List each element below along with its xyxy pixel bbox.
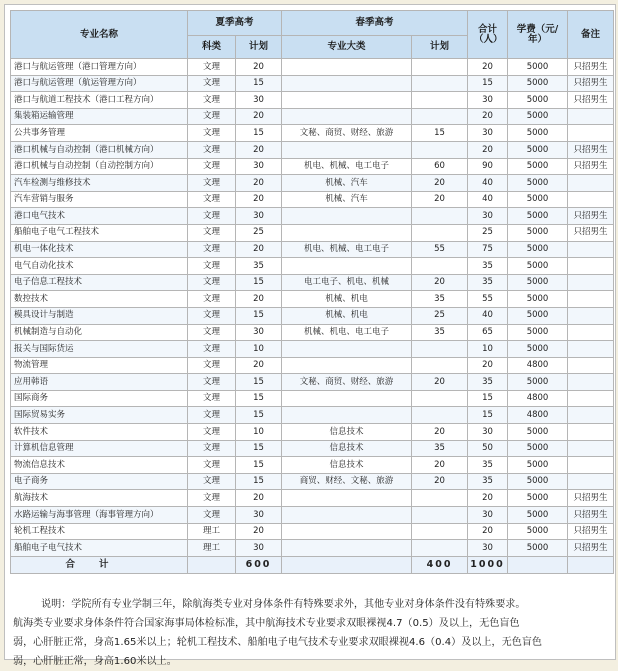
remark-cell: [568, 473, 614, 490]
major-name-cell: 船舶电子电气技术: [11, 540, 188, 557]
subject-cell: 文理: [188, 108, 236, 125]
fee-cell: 5000: [508, 125, 568, 142]
total-cell: 15: [468, 75, 508, 92]
summer-plan-cell: 15: [236, 307, 282, 324]
subject-cell: 文理: [188, 407, 236, 424]
total-cell: 40: [468, 307, 508, 324]
spring-category-cell: [282, 224, 412, 241]
remark-cell: 只招男生: [568, 224, 614, 241]
table-row: [11, 390, 614, 407]
major-name-cell: 公共事务管理: [11, 125, 188, 142]
major-name-cell: 物流信息技术: [11, 457, 188, 474]
summer-plan-cell: 30: [236, 158, 282, 175]
total-cell: 20: [468, 490, 508, 507]
summer-plan-cell: 20: [236, 357, 282, 374]
spring-plan-cell: 35: [412, 324, 468, 341]
fee-cell: 5000: [508, 424, 568, 441]
table-row: [11, 59, 614, 76]
remark-cell: [568, 357, 614, 374]
subject-cell: 文理: [188, 75, 236, 92]
remark-cell: [568, 390, 614, 407]
summer-plan-cell: 20: [236, 490, 282, 507]
fee-cell: 5000: [508, 108, 568, 125]
remark-cell: 只招男生: [568, 158, 614, 175]
subject-cell: 文理: [188, 473, 236, 490]
admission-plan-sheet: [4, 4, 616, 667]
major-name-cell: 应用韩语: [11, 374, 188, 391]
spring-category-cell: 信息技术: [282, 457, 412, 474]
spring-category-cell: 机械、机电、电工电子: [282, 324, 412, 341]
subject-cell: 文理: [188, 191, 236, 208]
total-cell: 15: [468, 390, 508, 407]
major-name-cell: 港口与航运管理（航运管理方向）: [11, 75, 188, 92]
spring-plan-cell: [412, 341, 468, 358]
remark-cell: [568, 440, 614, 457]
major-name-cell: 电子商务: [11, 473, 188, 490]
spring-plan-cell: 25: [412, 307, 468, 324]
total-cell: 35: [468, 258, 508, 275]
header-spring-exam: 春季高考: [282, 11, 468, 36]
remark-cell: 只招男生: [568, 59, 614, 76]
fee-cell: 5000: [508, 507, 568, 524]
remark-cell: 只招男生: [568, 540, 614, 557]
note-line: 说明：学院所有专业学制三年，除航海类专业对身体条件有特殊要求外，其他专业对身体条件没有特殊要求。: [41, 599, 526, 610]
fee-cell: 4800: [508, 407, 568, 424]
spring-category-cell: 机电、机械、电工电子: [282, 158, 412, 175]
fee-cell: 5000: [508, 274, 568, 291]
header-spring-category: 专业大类: [282, 36, 412, 59]
major-name-cell: 集装箱运输管理: [11, 108, 188, 125]
notes: [13, 595, 613, 671]
subject-cell: 文理: [188, 307, 236, 324]
subject-cell: 文理: [188, 507, 236, 524]
spring-category-cell: [282, 341, 412, 358]
summer-plan-cell: 10: [236, 424, 282, 441]
note-line: 弱，心肝脏正常，身高1.65米以上；轮机工程技术、船舶电子电气技术专业要求双眼裸视4.6（0.4）及以上，无色盲色: [13, 637, 542, 648]
remark-cell: [568, 324, 614, 341]
header-spring-plan: 计划: [412, 36, 468, 59]
table-row: [11, 523, 614, 540]
spring-category-cell: 机械、汽车: [282, 175, 412, 192]
summer-plan-cell: 15: [236, 473, 282, 490]
major-name-cell: 数控技术: [11, 291, 188, 308]
total-cell: 10: [468, 341, 508, 358]
remark-cell: [568, 258, 614, 275]
fee-cell: 5000: [508, 473, 568, 490]
fee-cell: 5000: [508, 291, 568, 308]
fee-cell: 5000: [508, 457, 568, 474]
summer-plan-cell: 30: [236, 92, 282, 109]
major-name-cell: 电气自动化技术: [11, 258, 188, 275]
fee-cell: 5000: [508, 440, 568, 457]
table-row: [11, 141, 614, 158]
total-cell: 30: [468, 540, 508, 557]
major-name-cell: 机电一体化技术: [11, 241, 188, 258]
spring-plan-cell: [412, 407, 468, 424]
spring-category-cell: [282, 390, 412, 407]
remark-cell: [568, 175, 614, 192]
table-row: [11, 92, 614, 109]
summer-plan-cell: 15: [236, 440, 282, 457]
spring-plan-cell: [412, 357, 468, 374]
subject-cell: 文理: [188, 92, 236, 109]
fee-cell: 5000: [508, 258, 568, 275]
spring-category-cell: 电工电子、机电、机械: [282, 274, 412, 291]
table-row: [11, 507, 614, 524]
header-remark: 备注: [568, 11, 614, 59]
subject-cell: 理工: [188, 540, 236, 557]
major-name-cell: 机械制造与自动化: [11, 324, 188, 341]
spring-plan-cell: [412, 390, 468, 407]
remark-cell: 只招男生: [568, 75, 614, 92]
summer-plan-cell: 30: [236, 324, 282, 341]
spring-category-cell: [282, 357, 412, 374]
spring-plan-cell: [412, 523, 468, 540]
spring-category-cell: [282, 92, 412, 109]
total-spring-plan: 400: [412, 556, 468, 573]
fee-cell: 5000: [508, 490, 568, 507]
spring-plan-cell: [412, 75, 468, 92]
spring-plan-cell: [412, 208, 468, 225]
spring-plan-cell: 20: [412, 424, 468, 441]
total-cell: 65: [468, 324, 508, 341]
subject-cell: 文理: [188, 258, 236, 275]
spring-plan-cell: [412, 141, 468, 158]
spring-plan-cell: [412, 108, 468, 125]
total-summer-plan: 600: [236, 556, 282, 573]
table-row: [11, 208, 614, 225]
spring-category-cell: [282, 208, 412, 225]
table-row: [11, 324, 614, 341]
total-cell: 35: [468, 473, 508, 490]
table-row: [11, 540, 614, 557]
subject-cell: 文理: [188, 291, 236, 308]
total-row: [11, 556, 614, 573]
remark-cell: 只招男生: [568, 523, 614, 540]
total-cell: 15: [468, 407, 508, 424]
total-cell: 20: [468, 523, 508, 540]
table-row: [11, 457, 614, 474]
subject-cell: 文理: [188, 59, 236, 76]
total-cell: 30: [468, 92, 508, 109]
summer-plan-cell: 20: [236, 523, 282, 540]
fee-cell: 5000: [508, 540, 568, 557]
major-name-cell: 港口机械与自动控制（港口机械方向）: [11, 141, 188, 158]
fee-cell: 5000: [508, 75, 568, 92]
total-cell: 20: [468, 357, 508, 374]
subject-cell: 文理: [188, 440, 236, 457]
subject-cell: 文理: [188, 224, 236, 241]
summer-plan-cell: 15: [236, 407, 282, 424]
header-row-top: [11, 11, 614, 36]
table-row: [11, 158, 614, 175]
subject-cell: 文理: [188, 125, 236, 142]
spring-category-cell: [282, 490, 412, 507]
spring-plan-cell: [412, 540, 468, 557]
table-row: [11, 108, 614, 125]
subject-cell: 文理: [188, 158, 236, 175]
header-summer-exam: 夏季高考: [188, 11, 282, 36]
spring-plan-cell: 20: [412, 374, 468, 391]
spring-category-cell: 文秘、商贸、财经、旅游: [282, 125, 412, 142]
summer-plan-cell: 15: [236, 125, 282, 142]
spring-plan-cell: 20: [412, 175, 468, 192]
remark-cell: [568, 241, 614, 258]
summer-plan-cell: 30: [236, 540, 282, 557]
table-row: [11, 191, 614, 208]
fee-cell: 5000: [508, 92, 568, 109]
spring-category-cell: 文秘、商贸、财经、旅游: [282, 374, 412, 391]
major-name-cell: 报关与国际货运: [11, 341, 188, 358]
table-row: [11, 473, 614, 490]
total-label: 合计: [11, 556, 188, 573]
fee-cell: 4800: [508, 390, 568, 407]
table-row: [11, 440, 614, 457]
total-cell: 30: [468, 125, 508, 142]
header-summer-plan: 计划: [236, 36, 282, 59]
spring-category-cell: [282, 75, 412, 92]
spring-plan-cell: [412, 258, 468, 275]
major-name-cell: 计算机信息管理: [11, 440, 188, 457]
summer-plan-cell: 15: [236, 374, 282, 391]
spring-category-cell: 机械、汽车: [282, 191, 412, 208]
table-row: [11, 407, 614, 424]
fee-cell: 5000: [508, 241, 568, 258]
header-summer-subject: 科类: [188, 36, 236, 59]
fee-cell: 5000: [508, 141, 568, 158]
major-name-cell: 汽车检测与维修技术: [11, 175, 188, 192]
table-row: [11, 258, 614, 275]
total-cell: 35: [468, 374, 508, 391]
subject-cell: 文理: [188, 208, 236, 225]
total-cell-empty: [188, 556, 236, 573]
remark-cell: [568, 457, 614, 474]
summer-plan-cell: 20: [236, 108, 282, 125]
total-cell: 50: [468, 440, 508, 457]
spring-category-cell: 信息技术: [282, 424, 412, 441]
spring-plan-cell: 35: [412, 291, 468, 308]
spring-plan-cell: 20: [412, 457, 468, 474]
fee-cell: 5000: [508, 324, 568, 341]
spring-category-cell: 信息技术: [282, 440, 412, 457]
total-cell-empty: [508, 556, 568, 573]
major-name-cell: 航海技术: [11, 490, 188, 507]
summer-plan-cell: 25: [236, 224, 282, 241]
remark-cell: [568, 191, 614, 208]
note-line: 航海类专业要求身体条件符合国家海事局体检标准，其中航海技术专业要求双眼裸视4.7（0.5）及以上，无色盲色: [13, 618, 520, 629]
total-cell: 90: [468, 158, 508, 175]
spring-category-cell: 机电、机械、电工电子: [282, 241, 412, 258]
subject-cell: 文理: [188, 274, 236, 291]
subject-cell: 文理: [188, 357, 236, 374]
fee-cell: 5000: [508, 191, 568, 208]
subject-cell: 文理: [188, 324, 236, 341]
spring-plan-cell: 20: [412, 473, 468, 490]
total-sum: 1000: [468, 556, 508, 573]
remark-cell: [568, 291, 614, 308]
table-row: [11, 241, 614, 258]
spring-category-cell: [282, 507, 412, 524]
total-cell: 75: [468, 241, 508, 258]
spring-category-cell: 商贸、财经、文秘、旅游: [282, 473, 412, 490]
note-line: 弱，心肝脏正常，身高1.60米以上。: [13, 656, 177, 667]
table-row: [11, 125, 614, 142]
total-cell-empty: [282, 556, 412, 573]
header-major-name: 专业名称: [11, 11, 188, 59]
spring-category-cell: 机械、机电: [282, 291, 412, 308]
spring-plan-cell: [412, 507, 468, 524]
table-row: [11, 424, 614, 441]
spring-plan-cell: 60: [412, 158, 468, 175]
total-cell: 20: [468, 59, 508, 76]
remark-cell: 只招男生: [568, 507, 614, 524]
table-row: [11, 274, 614, 291]
fee-cell: 5000: [508, 224, 568, 241]
major-name-cell: 港口与航运管理（港口管理方向）: [11, 59, 188, 76]
major-name-cell: 电子信息工程技术: [11, 274, 188, 291]
remark-cell: 只招男生: [568, 92, 614, 109]
remark-cell: 只招男生: [568, 141, 614, 158]
spring-plan-cell: [412, 92, 468, 109]
major-name-cell: 港口机械与自动控制（自动控制方向）: [11, 158, 188, 175]
spring-category-cell: [282, 407, 412, 424]
total-cell: 35: [468, 274, 508, 291]
spring-category-cell: [282, 540, 412, 557]
remark-cell: 只招男生: [568, 490, 614, 507]
summer-plan-cell: 15: [236, 390, 282, 407]
total-cell: 30: [468, 208, 508, 225]
header-total: 合计（人）: [468, 11, 508, 59]
spring-plan-cell: 20: [412, 274, 468, 291]
spring-category-cell: [282, 108, 412, 125]
fee-cell: 5000: [508, 208, 568, 225]
major-name-cell: 软件技术: [11, 424, 188, 441]
major-name-cell: 国际贸易实务: [11, 407, 188, 424]
summer-plan-cell: 20: [236, 175, 282, 192]
table-row: [11, 357, 614, 374]
table-row: [11, 374, 614, 391]
summer-plan-cell: 20: [236, 59, 282, 76]
subject-cell: 文理: [188, 141, 236, 158]
total-cell: 40: [468, 191, 508, 208]
subject-cell: 文理: [188, 424, 236, 441]
remark-cell: [568, 274, 614, 291]
spring-category-cell: [282, 523, 412, 540]
subject-cell: 文理: [188, 390, 236, 407]
subject-cell: 文理: [188, 175, 236, 192]
remark-cell: 只招男生: [568, 208, 614, 225]
summer-plan-cell: 20: [236, 191, 282, 208]
remark-cell: [568, 424, 614, 441]
header-fee: 学费（元/年）: [508, 11, 568, 59]
total-cell: 40: [468, 175, 508, 192]
remark-cell: [568, 307, 614, 324]
spring-category-cell: [282, 141, 412, 158]
total-cell: 35: [468, 457, 508, 474]
summer-plan-cell: 20: [236, 291, 282, 308]
fee-cell: 5000: [508, 158, 568, 175]
fee-cell: 5000: [508, 59, 568, 76]
major-name-cell: 船舶电子电气工程技术: [11, 224, 188, 241]
remark-cell: [568, 108, 614, 125]
spring-category-cell: [282, 59, 412, 76]
summer-plan-cell: 15: [236, 75, 282, 92]
summer-plan-cell: 30: [236, 507, 282, 524]
remark-cell: [568, 341, 614, 358]
spring-category-cell: [282, 258, 412, 275]
table-row: [11, 307, 614, 324]
fee-cell: 5000: [508, 341, 568, 358]
major-name-cell: 水路运输与海事管理（海事管理方向）: [11, 507, 188, 524]
summer-plan-cell: 15: [236, 274, 282, 291]
total-cell: 20: [468, 141, 508, 158]
summer-plan-cell: 15: [236, 457, 282, 474]
fee-cell: 5000: [508, 307, 568, 324]
total-cell-empty: [568, 556, 614, 573]
table-row: [11, 490, 614, 507]
major-name-cell: 港口与航道工程技术（港口工程方向）: [11, 92, 188, 109]
admission-plan-table: [10, 10, 614, 574]
remark-cell: [568, 407, 614, 424]
spring-plan-cell: 55: [412, 241, 468, 258]
summer-plan-cell: 20: [236, 141, 282, 158]
spring-plan-cell: 15: [412, 125, 468, 142]
major-name-cell: 港口电气技术: [11, 208, 188, 225]
summer-plan-cell: 30: [236, 208, 282, 225]
spring-plan-cell: [412, 59, 468, 76]
major-name-cell: 轮机工程技术: [11, 523, 188, 540]
table-row: [11, 175, 614, 192]
remark-cell: [568, 374, 614, 391]
table-row: [11, 341, 614, 358]
table-row: [11, 75, 614, 92]
summer-plan-cell: 10: [236, 341, 282, 358]
spring-category-cell: 机械、机电: [282, 307, 412, 324]
total-cell: 30: [468, 507, 508, 524]
fee-cell: 4800: [508, 357, 568, 374]
fee-cell: 5000: [508, 523, 568, 540]
total-cell: 55: [468, 291, 508, 308]
spring-plan-cell: [412, 224, 468, 241]
summer-plan-cell: 20: [236, 241, 282, 258]
remark-cell: [568, 125, 614, 142]
subject-cell: 文理: [188, 457, 236, 474]
spring-plan-cell: [412, 490, 468, 507]
fee-cell: 5000: [508, 175, 568, 192]
summer-plan-cell: 35: [236, 258, 282, 275]
major-name-cell: 汽车营销与服务: [11, 191, 188, 208]
spring-plan-cell: 20: [412, 191, 468, 208]
major-name-cell: 国际商务: [11, 390, 188, 407]
subject-cell: 文理: [188, 490, 236, 507]
total-cell: 20: [468, 108, 508, 125]
table-row: [11, 224, 614, 241]
fee-cell: 5000: [508, 374, 568, 391]
subject-cell: 文理: [188, 374, 236, 391]
table-row: [11, 291, 614, 308]
total-cell: 25: [468, 224, 508, 241]
subject-cell: 文理: [188, 341, 236, 358]
subject-cell: 理工: [188, 523, 236, 540]
total-cell: 30: [468, 424, 508, 441]
spring-plan-cell: 35: [412, 440, 468, 457]
major-name-cell: 模具设计与制造: [11, 307, 188, 324]
subject-cell: 文理: [188, 241, 236, 258]
major-name-cell: 物流管理: [11, 357, 188, 374]
table-body: [11, 59, 614, 557]
